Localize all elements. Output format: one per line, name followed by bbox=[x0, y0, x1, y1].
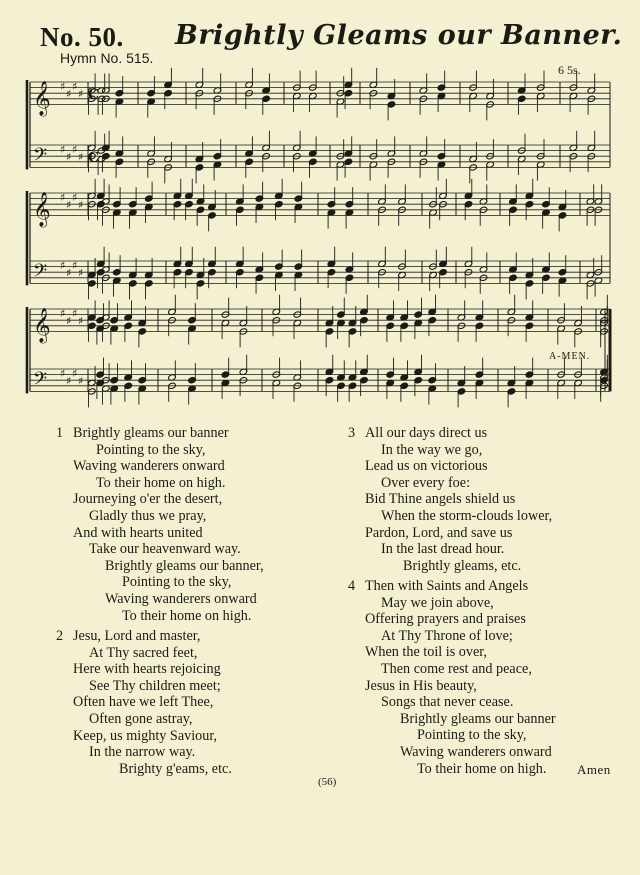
verse-line: Brightly gleams our banner bbox=[400, 710, 556, 727]
sharp-icon: ♯ bbox=[72, 367, 78, 381]
verse-line: Here with hearts rejoicing bbox=[73, 661, 221, 678]
sharp-icon: ♯ bbox=[78, 198, 84, 212]
hymn-title: Brightly Gleams our Banner. bbox=[175, 20, 623, 51]
verse-line: Take our heavenward way. bbox=[89, 541, 241, 558]
verse-line: Gladly thus we pray, bbox=[89, 507, 207, 524]
sharp-icon: ♯ bbox=[78, 266, 84, 280]
sharp-icon: ♯ bbox=[78, 87, 84, 101]
page-number: (56) bbox=[318, 776, 337, 788]
sharp-icon: ♯ bbox=[66, 266, 72, 280]
sharp-icon: ♯ bbox=[72, 80, 78, 94]
sharp-icon: ♯ bbox=[66, 198, 72, 212]
verse-line: Often have we left Thee, bbox=[73, 694, 214, 711]
sharp-icon: ♯ bbox=[60, 80, 66, 94]
common-time-icon: C bbox=[88, 149, 100, 166]
sharp-icon: ♯ bbox=[60, 367, 66, 381]
verse-line: Brightly gleams our banner bbox=[73, 425, 229, 441]
verse-line: To their home on high. bbox=[96, 474, 226, 491]
verse-line: Over every foe: bbox=[381, 474, 471, 491]
verse-line: See Thy children meet; bbox=[89, 677, 221, 694]
verse-line: Pointing to the sky, bbox=[417, 727, 527, 744]
treble-clef-icon: 𝄞 bbox=[33, 191, 51, 227]
verse-line: Journeying o'er the desert, bbox=[73, 491, 223, 508]
verse-line: Lead us on victorious bbox=[365, 458, 488, 475]
bass-clef-icon: 𝄢 bbox=[33, 145, 48, 171]
verse-line: In the way we go, bbox=[381, 441, 483, 458]
verse-line: Bid Thine angels shield us bbox=[365, 491, 516, 508]
verse-line: Keep, us mighty Saviour, bbox=[73, 727, 218, 744]
verse-line: To their home on high. bbox=[417, 760, 547, 777]
verse-line: Then come rest and peace, bbox=[381, 660, 532, 677]
verse-line: At Thy Throne of love; bbox=[381, 627, 513, 644]
sharp-icon: ♯ bbox=[60, 307, 66, 321]
sharp-icon: ♯ bbox=[72, 307, 78, 321]
sharp-icon: ♯ bbox=[66, 150, 72, 164]
stanza-number: 2 bbox=[56, 628, 64, 644]
amen-tail: Amen bbox=[577, 762, 611, 777]
verse-line: May we join above, bbox=[381, 594, 494, 611]
stanza-1 bbox=[56, 425, 264, 624]
sharp-icon: ♯ bbox=[72, 259, 78, 273]
sharp-icon: ♯ bbox=[66, 374, 72, 388]
verse-line: Jesu, Lord and master, bbox=[73, 628, 201, 644]
music-score bbox=[0, 0, 640, 420]
verse-line: At Thy sacred feet, bbox=[89, 644, 198, 661]
verse-line: In the last dread hour. bbox=[381, 541, 505, 558]
stanza-number: 1 bbox=[56, 425, 64, 441]
verse-line: And with hearts united bbox=[73, 524, 203, 541]
treble-clef-icon: 𝄞 bbox=[33, 307, 51, 343]
verse-line: Brightly gleams our banner, bbox=[105, 557, 264, 574]
verse-line: In the narrow way. bbox=[89, 744, 196, 761]
stanza-number: 4 bbox=[348, 578, 356, 594]
amen-label: A-MEN. bbox=[549, 351, 591, 362]
sharp-icon: ♯ bbox=[60, 191, 66, 205]
verse-line: To their home on high. bbox=[122, 607, 252, 624]
verse-line: All our days direct us bbox=[365, 425, 488, 441]
verse-line: Often gone astray, bbox=[89, 710, 193, 727]
verse-line: Waving wanderers onward bbox=[400, 743, 552, 760]
treble-clef-icon: 𝄞 bbox=[33, 80, 51, 116]
sharp-icon: ♯ bbox=[78, 150, 84, 164]
meter-label: 6 5s. bbox=[558, 63, 581, 77]
bass-clef-icon: 𝄢 bbox=[33, 369, 48, 395]
verse-line: When the storm-clouds lower, bbox=[381, 507, 553, 524]
common-time-icon: C bbox=[88, 86, 100, 103]
sharp-icon: ♯ bbox=[66, 314, 72, 328]
sharp-icon: ♯ bbox=[72, 143, 78, 157]
verse-line: Brighty g'eams, etc. bbox=[119, 760, 232, 777]
verse-line: Jesus in His beauty, bbox=[365, 677, 477, 694]
stanza-2 bbox=[56, 628, 232, 777]
verse-line: Waving wanderers onward bbox=[105, 590, 257, 607]
hymn-reference: Hymn No. 515. bbox=[60, 50, 154, 66]
verse-line: When the toil is over, bbox=[365, 644, 487, 661]
verse-line: Pointing to the sky, bbox=[122, 574, 232, 591]
sharp-icon: ♯ bbox=[60, 143, 66, 157]
verse-line: Songs that never cease. bbox=[381, 694, 514, 711]
stanza-3 bbox=[348, 425, 552, 574]
stanza-4 bbox=[348, 578, 556, 777]
hymn-number: No. 50. bbox=[40, 22, 124, 52]
bass-clef-icon: 𝄢 bbox=[33, 261, 48, 287]
sharp-icon: ♯ bbox=[78, 374, 84, 388]
verse-line: Offering prayers and praises bbox=[365, 611, 526, 628]
verse-line: Brightly gleams, etc. bbox=[403, 557, 522, 574]
verse-line: Waving wanderers onward bbox=[73, 458, 225, 475]
verse-line: Pointing to the sky, bbox=[96, 441, 206, 458]
stanza-number: 3 bbox=[348, 425, 356, 441]
sharp-icon: ♯ bbox=[78, 314, 84, 328]
verse-line: Pardon, Lord, and save us bbox=[365, 524, 513, 541]
verse-line: Then with Saints and Angels bbox=[365, 578, 529, 594]
sharp-icon: ♯ bbox=[66, 87, 72, 101]
sharp-icon: ♯ bbox=[60, 259, 66, 273]
sharp-icon: ♯ bbox=[72, 191, 78, 205]
